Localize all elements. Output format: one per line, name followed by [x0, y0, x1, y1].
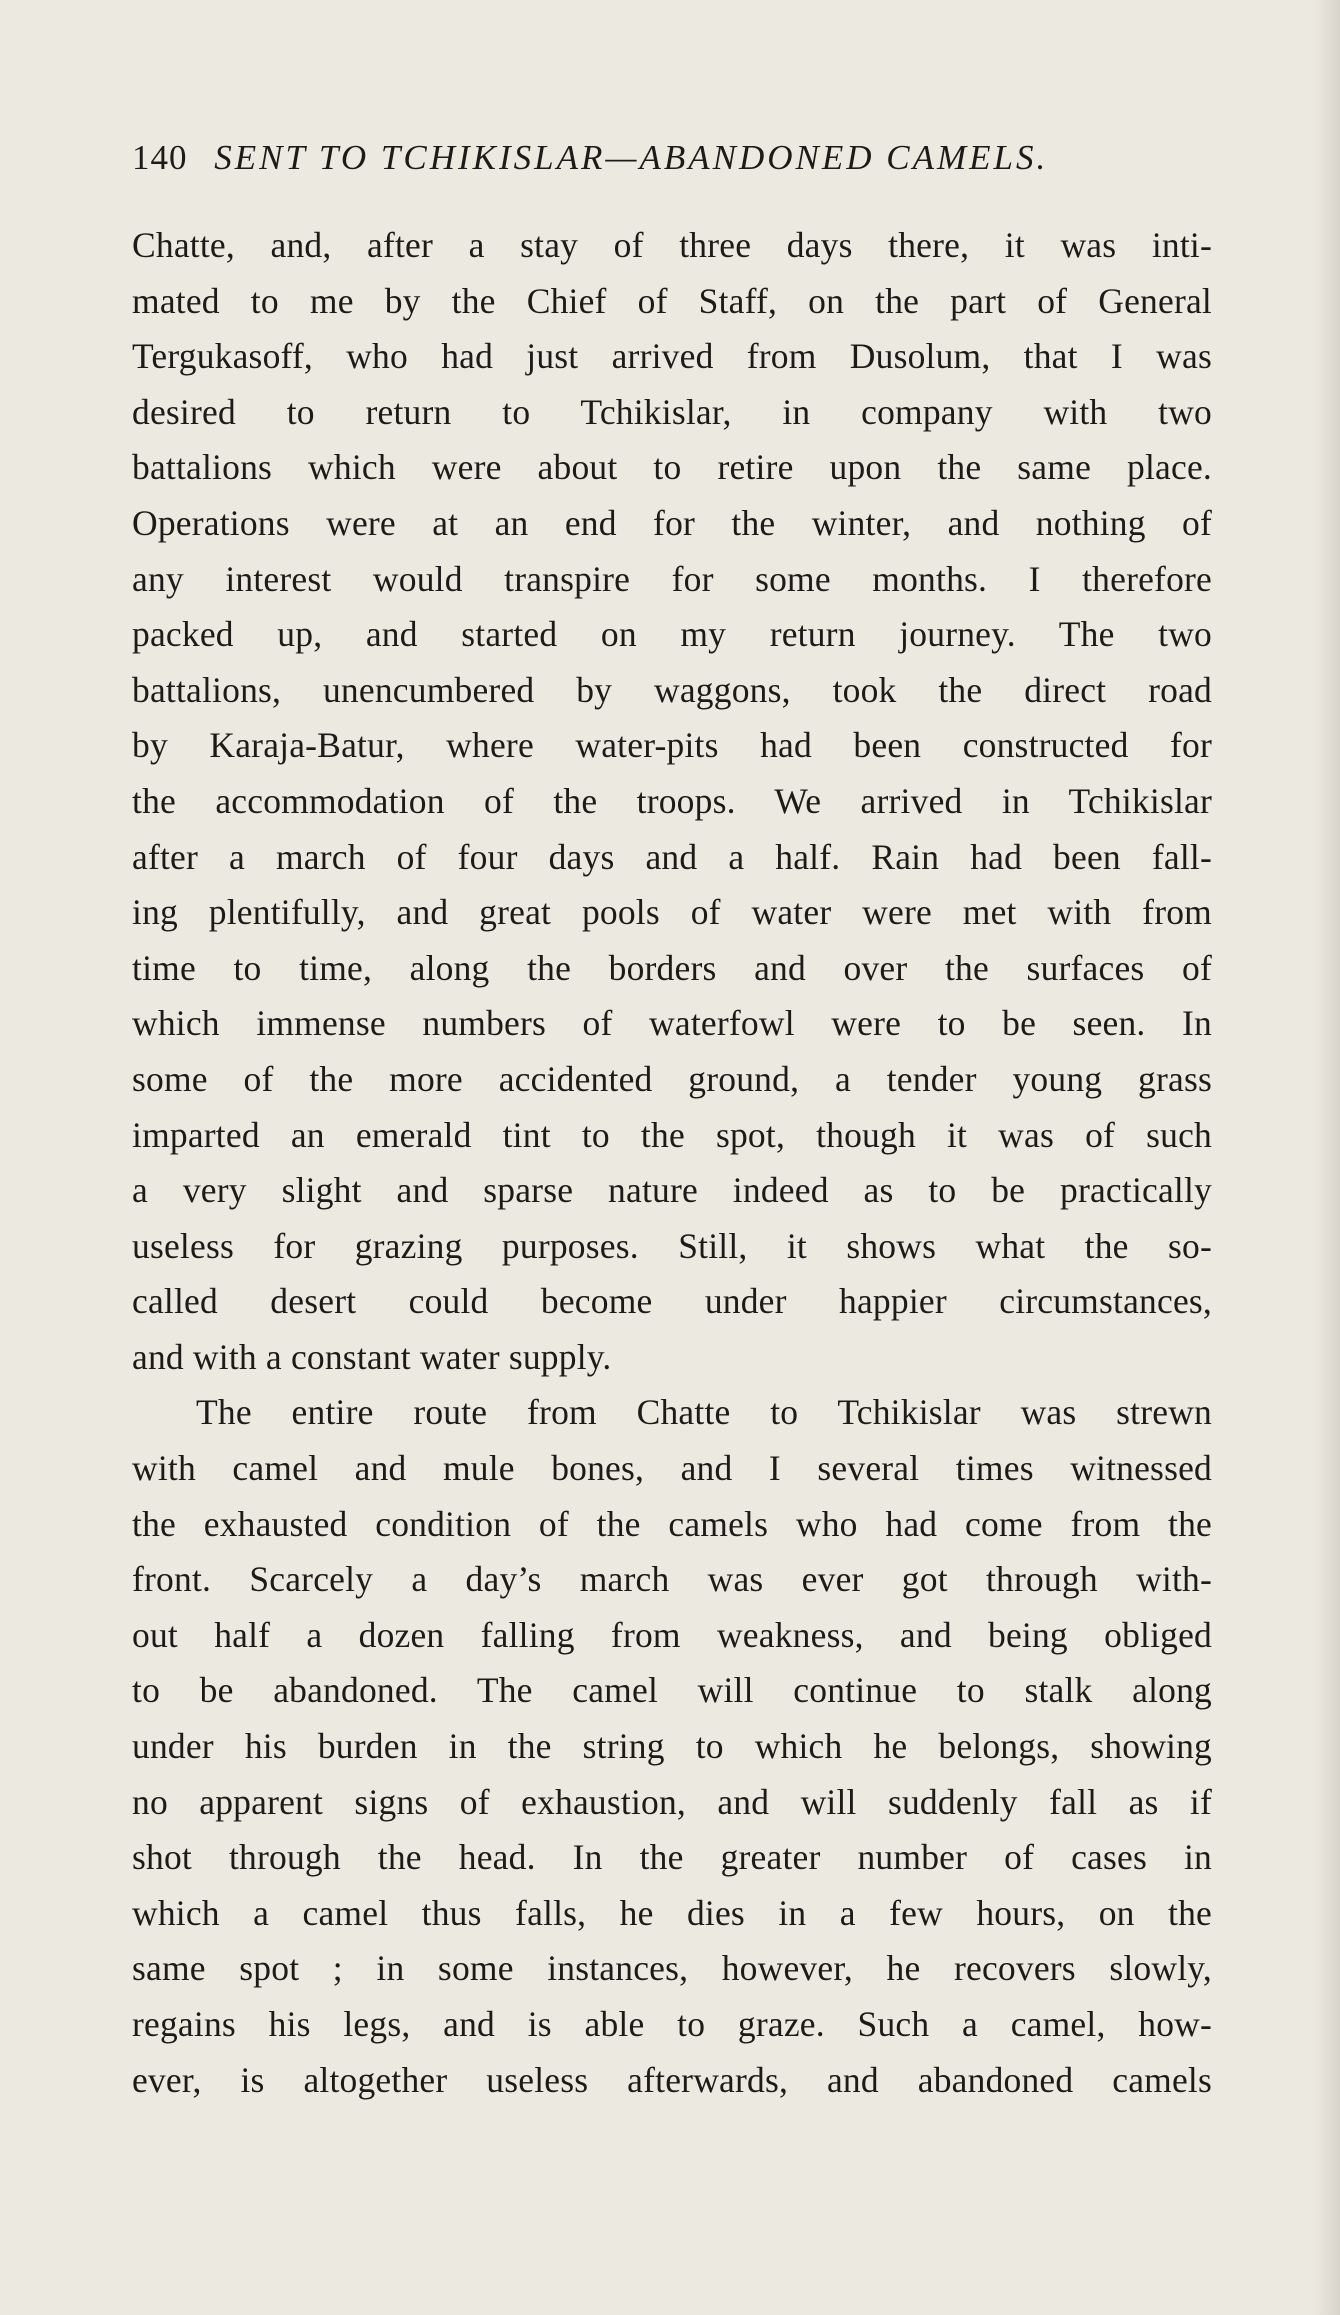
text-line: regains his legs, and is able to graze. Such a camel, how- — [132, 2004, 1212, 2044]
text-line: Tergukasoff, who had just arrived from Dusolum, that I was — [132, 336, 1212, 377]
text-line: after a march of four days and a half. Rain had been fall- — [132, 836, 1212, 877]
text-line: no apparent signs of exhaustion, and will suddenly fall as if — [132, 1781, 1212, 1822]
text-line: desired to return to Tchikislar, in company with two — [132, 391, 1212, 432]
text-line: shot through the head. In the greater number of cases in — [132, 1837, 1212, 1878]
paragraph-end-line: and with a constant water supply. — [132, 1336, 612, 1377]
text-line: the accommodation of the troops. We arrived in Tchikislar — [132, 780, 1212, 821]
text-line: ing plentifully, and great pools of water were met with from — [132, 892, 1212, 933]
text-line: time to time, along the borders and over the surfaces of — [132, 947, 1212, 988]
text-line: battalions which were about to retire upon the same place. — [132, 447, 1212, 488]
text-line: the exhausted condition of the camels who had come from the — [132, 1503, 1212, 1544]
text-line: by Karaja-Batur, where water-pits had been constructed for — [132, 725, 1212, 766]
text-line: mated to me by the Chief of Staff, on the part of General — [132, 280, 1212, 321]
text-line: to be abandoned. The camel will continue to stalk along — [132, 1670, 1212, 1711]
text-line: useless for grazing purposes. Still, it shows what the so- — [132, 1225, 1212, 1266]
text-line: which a camel thus falls, he dies in a few hours, on the — [132, 1892, 1212, 1933]
page-edge-shadow — [1312, 0, 1340, 2315]
text-line: Chatte, and, after a stay of three days there, it was inti- — [132, 225, 1212, 265]
page-number: 140 — [132, 138, 188, 177]
text-line: called desert could become under happier circumstances, — [132, 1281, 1212, 1322]
text-line: with camel and mule bones, and I several times witnessed — [132, 1448, 1212, 1489]
text-line: same spot ; in some instances, however, he recovers slowly, — [132, 1948, 1212, 1989]
text-line: ever, is altogether useless afterwards, and abandoned camels — [132, 2059, 1212, 2100]
body-text — [132, 218, 1212, 2108]
text-line: packed up, and started on my return journey. The two — [132, 614, 1212, 655]
text-line: under his burden in the string to which he belongs, showing — [132, 1726, 1212, 1767]
page-header — [132, 138, 1212, 188]
text-line: battalions, unencumbered by waggons, took the direct road — [132, 669, 1212, 710]
running-title: SENT TO TCHIKISLAR—ABANDONED CAMELS. — [214, 138, 1049, 177]
text-line: out half a dozen falling from weakness, and being obliged — [132, 1614, 1212, 1655]
text-line: some of the more accidented ground, a tender young grass — [132, 1058, 1212, 1099]
text-line: any interest would transpire for some months. I therefore — [132, 558, 1212, 599]
text-line: Operations were at an end for the winter, and nothing of — [132, 502, 1212, 543]
text-line: front. Scarcely a day’s march was ever got through with- — [132, 1559, 1212, 1600]
text-line: a very slight and sparse nature indeed as to be practically — [132, 1170, 1212, 1211]
text-line: which immense numbers of waterfowl were to be seen. In — [132, 1003, 1212, 1044]
paragraph-start-line: The entire route from Chatte to Tchikislar was strewn — [196, 1392, 1212, 1433]
text-line: imparted an emerald tint to the spot, though it was of such — [132, 1114, 1212, 1155]
